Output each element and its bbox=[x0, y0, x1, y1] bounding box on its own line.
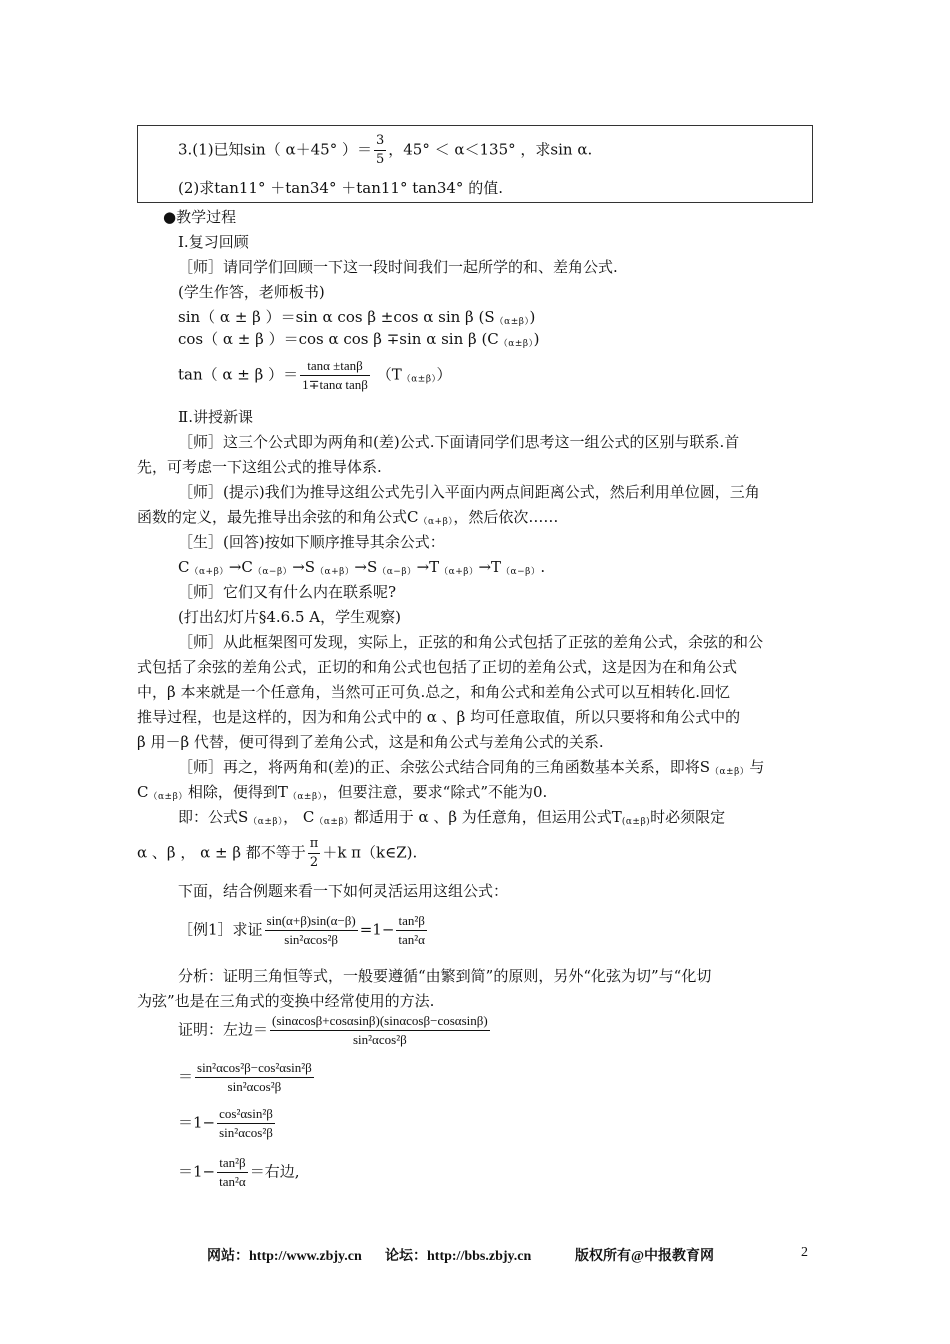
paragraph: 推导过程，也是这样的，因为和角公式中的 α 、β 均可任意取值，所以只要将和角公式中的 bbox=[137, 708, 741, 726]
formula-tan: tan（ α ± β ）＝ $\frac{\tan\alpha \pm\tan\beta}{\text{1∓tanα tanβ}}$ $(T_{(\alpha\pm\beta)})$ bbox=[178, 358, 452, 392]
chain-step-subscript: （α+β） bbox=[439, 567, 479, 577]
section-heading: ●教学过程 bbox=[163, 208, 237, 226]
paragraph: ［师］(提示)我们为推导这组公式先引入平面内两点间距离公式，然后利用单位圆，三角 bbox=[178, 483, 760, 501]
chain-step-subscript: （α−β） bbox=[377, 567, 417, 577]
paragraph: 函数的定义，最先推导出余弦的和角公式$C_{(\alpha+\beta)}$，然后依次…… bbox=[137, 508, 559, 527]
paragraph: ［师］再之，将两角和(差)的正、余弦公式结合同角的三角函数基本关系，即将$S_{(\alpha\pm\beta)}$与 bbox=[178, 758, 765, 777]
fraction-ex1-left: $\frac{\sin(\alpha+\beta)\sin(\alpha-\beta)}{\text{sin²αcos²β}}$ bbox=[266, 913, 356, 947]
footer-site: 网站：http://www.zbjy.cn bbox=[207, 1249, 362, 1264]
chain-step-subscript: （α+β） bbox=[315, 567, 355, 577]
proof-step-4: ＝1− $\frac{\text{tan²β}}{\text{tan²α}}$ ＝右边, bbox=[178, 1155, 300, 1189]
fraction-tan: $\frac{\tan\alpha \pm\tan\beta}{\text{1∓tanα tanβ}}$ bbox=[302, 358, 368, 392]
paragraph: ［生］(回答)按如下顺序推导其余公式： bbox=[178, 533, 445, 551]
fraction-proof-1: $\frac{(\sin\alpha\cos\beta+\cos\alpha\sin\beta)(\sin\alpha\cos\beta-\cos\alpha\sin\beta)}{\text{sin²αcos²β}}$ bbox=[272, 1013, 488, 1047]
footer-forum: 论坛：http://bbs.zbjy.cn bbox=[385, 1249, 532, 1264]
chain-step-subscript: （α−β） bbox=[252, 567, 293, 577]
paragraph: 即：公式$S_{(\alpha\pm\beta)}$， $C_{(\alpha\pm\beta)}$都适用于 α 、β 为任意角，但运用公式$T_{(\alpha\pm\beta)}$时必须限定 bbox=[178, 808, 726, 827]
paragraph: 先，可考虑一下这组公式的推导体系. bbox=[137, 458, 382, 476]
proof-step-3: ＝1− $\frac{\text{cos²αsin²β}}{\text{sin²αcos²β}}$ bbox=[178, 1106, 273, 1140]
fraction-proof-2: $\frac{\text{sin²αcos²β−cos²αsin²β}}{\text{sin²αcos²β}}$ bbox=[197, 1060, 312, 1094]
footer-copyright: 版权所有@中报教育网 bbox=[575, 1249, 715, 1264]
fraction-proof-3: $\frac{\text{cos²αsin²β}}{\text{sin²αcos²β}}$ bbox=[219, 1106, 273, 1140]
paragraph: $C_{(\alpha\pm\beta)}$相除，便得到$T_{(\alpha\pm\beta)}$，但要注意，要求“除式”不能为0. bbox=[137, 783, 548, 802]
proof-step-1: 证明：左边＝ $\frac{(\sin\alpha\cos\beta+\cos\alpha\sin\beta)(\sin\alpha\cos\beta-\cos\alpha\sin\beta)}{\text{sin²αcos²β}}$ bbox=[178, 1013, 488, 1047]
chain-step-subscript: （α−β） bbox=[501, 567, 541, 577]
paragraph: 为弦”也是在三角式的变换中经常使用的方法. bbox=[137, 992, 435, 1010]
paragraph: (学生作答，老师板书) bbox=[178, 283, 325, 301]
paragraph: ［师］这三个公式即为两角和(差)公式.下面请同学们思考这一组公式的区别与联系.首 bbox=[178, 433, 740, 451]
example-1: ［例1］求证 $\frac{\sin(\alpha+\beta)\sin(\alpha-\beta)}{\text{sin²αcos²β}}$ =1− $\frac{\text{tan²β}}{\text{tan²α}}$ bbox=[178, 913, 425, 947]
derivation-chain bbox=[178, 556, 545, 583]
fraction-proof-4: $\frac{\text{tan²β}}{\text{tan²α}}$ bbox=[219, 1155, 246, 1189]
chain-step: →T bbox=[478, 558, 502, 576]
fraction-ex1-right: $\frac{\text{tan²β}}{\text{tan²α}}$ bbox=[398, 913, 425, 947]
section-1-title: Ⅰ.复习回顾 bbox=[178, 233, 249, 251]
exercise-3-1: 3.(1)已知sin（ α＋45° ）＝ $\frac{3}{5}$ ，45° ＜ α＜135° ，求sin α. bbox=[178, 133, 593, 167]
paragraph: 下面，结合例题来看一下如何灵活运用这组公式： bbox=[178, 882, 509, 900]
section-2-title: Ⅱ.讲授新课 bbox=[178, 408, 253, 426]
paragraph: 分析：证明三角恒等式，一般要遵循“由繁到简”的原则，另外“化弦为切”与“化切 bbox=[178, 967, 712, 985]
chain-step: →T bbox=[416, 558, 440, 576]
paragraph: ［师］请同学们回顾一下这一段时间我们一起所学的和、差角公式. bbox=[178, 258, 618, 276]
paragraph: α 、β ， α ± β 都不等于 $\frac{\pi}{2}$ ＋k π（k∈Z). bbox=[137, 836, 418, 870]
fraction-3-5: $\frac{3}{5}$ bbox=[375, 133, 385, 167]
chain-end: . bbox=[540, 558, 546, 576]
fraction-pi-2: $\frac{\pi}{2}$ bbox=[309, 836, 319, 870]
formula-sin: sin（ α ± β ）＝sin α cos β ±cos α sin β $(S_{(\alpha\pm\beta)})$ bbox=[178, 308, 536, 327]
paragraph: β 用－β 代替，便可得到了差角公式，这是和角公式与差角公式的关系. bbox=[137, 733, 604, 751]
paragraph: 式包括了余弦的差角公式，正切的和角公式也包括了正切的差角公式，这是因为在和角公式 bbox=[137, 658, 738, 676]
chain-step-subscript: （α+β） bbox=[189, 567, 229, 577]
formula-cos: cos（ α ± β ）＝cos α cos β ∓sin α sin β $(C_{(\alpha\pm\beta)})$ bbox=[178, 330, 540, 349]
paragraph: (打出幻灯片§4.6.5 A，学生观察) bbox=[178, 608, 401, 626]
paragraph: ［师］它们又有什么内在联系呢? bbox=[178, 583, 397, 601]
proof-step-2: ＝ $\frac{\text{sin²αcos²β−cos²αsin²β}}{\text{sin²αcos²β}}$ bbox=[178, 1060, 312, 1094]
paragraph: ［师］从此框架图可发现，实际上，正弦的和角公式包括了正弦的差角公式，余弦的和公 bbox=[178, 633, 764, 651]
chain-step: C bbox=[178, 558, 190, 576]
page-number: 2 bbox=[801, 1245, 808, 1260]
exercise-3-2: (2)求tan11° ＋tan34° ＋tan11° tan34° 的值. bbox=[178, 179, 503, 197]
chain-step: →S bbox=[354, 558, 378, 576]
paragraph: 中，β 本来就是一个任意角，当然可正可负.总之，和角公式和差角公式可以互相转化.回忆 bbox=[137, 683, 730, 701]
chain-step: →S bbox=[292, 558, 316, 576]
chain-step: →C bbox=[228, 558, 253, 576]
